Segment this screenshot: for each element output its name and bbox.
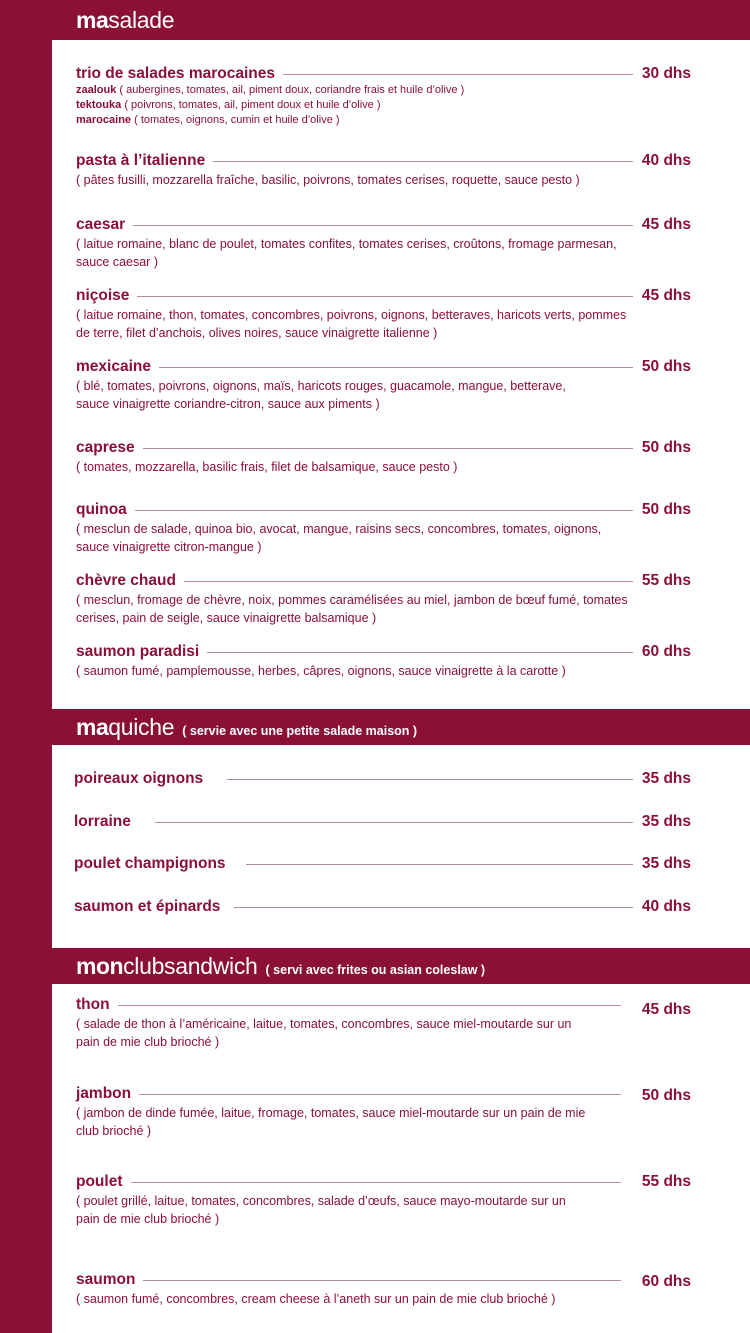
- section-header-quiche: [52, 709, 750, 745]
- menu-item: [76, 358, 691, 413]
- item-name: trio de salades marocaines: [76, 65, 276, 82]
- item-name: saumon et épinards: [74, 898, 221, 915]
- menu-item: [76, 65, 691, 128]
- menu-item: [74, 770, 691, 788]
- item-price: 30 dhs: [641, 65, 691, 82]
- item-price: 35 dhs: [641, 813, 691, 830]
- section-title-rest: salade: [108, 7, 175, 33]
- item-description: ( mesclun, fromage de chèvre, noix, pommes caramélisées au miel, jambon de bœuf fumé, tomates cerises, pain de seigle, sauce vinaigrette balsamique ): [76, 593, 628, 625]
- item-name: quinoa: [76, 501, 127, 518]
- item-name: lorraine: [74, 813, 131, 830]
- menu-item: [76, 572, 691, 627]
- leader-line: [137, 296, 633, 297]
- section-title-rest: clubsandwich: [123, 953, 258, 979]
- item-name: caprese: [76, 439, 135, 456]
- item-price: 45 dhs: [641, 1001, 691, 1018]
- item-description: ( laitue romaine, blanc de poulet, tomates confites, tomates cerises, croûtons, fromage parmesan, sauce caesar ): [76, 237, 617, 269]
- leader-line: [143, 448, 633, 449]
- section-header-club: [52, 948, 750, 984]
- menu-item: [76, 643, 691, 680]
- item-price: 35 dhs: [641, 855, 691, 872]
- item-price: 50 dhs: [641, 1087, 691, 1104]
- item-price: 60 dhs: [641, 1273, 691, 1290]
- sub-item-name: tektouka: [76, 99, 122, 111]
- item-description: ( blé, tomates, poivrons, oignons, maïs, haricots rouges, guacamole, mangue, betterave, sauce vinaigrette coriandre-citron, sauce aux piments ): [76, 379, 566, 411]
- leader-line: [213, 161, 633, 162]
- item-price: 55 dhs: [641, 1173, 691, 1190]
- item-description: ( tomates, mozzarella, basilic frais, filet de balsamique, sauce pesto ): [76, 460, 458, 474]
- item-description: ( mesclun de salade, quinoa bio, avocat, mangue, raisins secs, concombres, tomates, oignons, sauce vinaigrette citron-mangue ): [76, 522, 602, 554]
- item-name: niçoise: [76, 287, 130, 304]
- item-name: mexicaine: [76, 358, 151, 375]
- leader-line: [155, 822, 633, 823]
- menu-item: [76, 1085, 691, 1140]
- item-price: 50 dhs: [641, 358, 691, 375]
- leader-line: [246, 864, 633, 865]
- leader-line: [184, 581, 633, 582]
- item-name: saumon paradisi: [76, 643, 200, 660]
- menu-item: [76, 216, 691, 271]
- section-header-salade: [52, 4, 750, 40]
- menu-item: [76, 996, 691, 1051]
- item-description: ( salade de thon à l’américaine, laitue, tomates, concombres, sauce miel-moutarde sur un pain de mie club brioché ): [76, 1017, 572, 1049]
- menu-item: [76, 1173, 691, 1228]
- item-name: jambon: [76, 1085, 132, 1102]
- item-price: 50 dhs: [641, 439, 691, 456]
- sub-item-name: zaalouk: [76, 84, 117, 96]
- leader-line: [143, 1280, 621, 1281]
- item-name: caesar: [76, 216, 126, 233]
- item-price: 50 dhs: [641, 501, 691, 518]
- leader-line: [159, 367, 633, 368]
- menu-item: [74, 813, 691, 831]
- menu-item: [74, 898, 691, 916]
- item-price: 40 dhs: [641, 152, 691, 169]
- leader-line: [139, 1094, 621, 1095]
- item-name: saumon: [76, 1271, 136, 1288]
- item-description: ( saumon fumé, concombres, cream cheese à l’aneth sur un pain de mie club brioché ): [76, 1292, 556, 1306]
- item-description: ( laitue romaine, thon, tomates, concombres, poivrons, oignons, betteraves, haricots verts, pommes de terre, filet d’anchois, olives noires, sauce vinaigrette italienne ): [76, 308, 627, 340]
- item-name: poulet: [76, 1173, 123, 1190]
- sub-item-name: marocaine: [76, 114, 132, 126]
- item-name: thon: [76, 996, 110, 1013]
- item-price: 55 dhs: [641, 572, 691, 589]
- sub-item: [76, 98, 691, 113]
- menu-item: [76, 439, 691, 476]
- section-note: ( servi avec frites ou asian coleslaw ): [265, 963, 486, 977]
- sub-item: [76, 113, 691, 128]
- leader-line: [118, 1005, 621, 1006]
- section-title-rest: quiche: [108, 714, 175, 740]
- item-description: ( jambon de dinde fumée, laitue, fromage, tomates, sauce miel-moutarde sur un pain de mie club brioché ): [76, 1106, 586, 1138]
- item-name: pasta à l’italienne: [76, 152, 206, 169]
- leader-line: [207, 652, 633, 653]
- leader-line: [135, 510, 633, 511]
- item-price: 45 dhs: [641, 287, 691, 304]
- menu-item: [76, 1271, 691, 1308]
- leader-line: [227, 779, 633, 780]
- section-note: ( servie avec une petite salade maison ): [182, 724, 418, 738]
- leader-line: [133, 225, 633, 226]
- item-description: ( poulet grillé, laitue, tomates, concombres, salade d’œufs, sauce mayo-moutarde sur un pain de mie club brioché ): [76, 1194, 566, 1226]
- section-title-bold: mon: [76, 953, 124, 979]
- item-price: 45 dhs: [641, 216, 691, 233]
- sub-item-desc: ( aubergines, tomates, ail, piment doux, coriandre frais et huile d’olive ): [119, 84, 465, 96]
- leader-line: [234, 907, 633, 908]
- menu-item: [74, 855, 691, 873]
- leader-line: [131, 1182, 622, 1183]
- sub-item-desc: ( poivrons, tomates, ail, piment doux et huile d’olive ): [124, 99, 381, 111]
- leader-line: [283, 74, 633, 75]
- item-name: poulet champignons: [74, 855, 226, 872]
- menu-item: [76, 287, 691, 342]
- sub-item-desc: ( tomates, oignons, cumin et huile d’olive ): [134, 114, 340, 126]
- item-price: 60 dhs: [641, 643, 691, 660]
- menu-item: [76, 152, 691, 189]
- item-price: 35 dhs: [641, 770, 691, 787]
- item-price: 40 dhs: [641, 898, 691, 915]
- item-name: poireaux oignons: [74, 770, 204, 787]
- section-title-bold: ma: [76, 7, 109, 33]
- item-name: chèvre chaud: [76, 572, 176, 589]
- item-description: ( pâtes fusilli, mozzarella fraîche, basilic, poivrons, tomates cerises, roquette, sauce pesto ): [76, 173, 580, 187]
- sub-item: [76, 83, 691, 98]
- menu-item: [76, 501, 691, 556]
- item-description: ( saumon fumé, pamplemousse, herbes, câpres, oignons, sauce vinaigrette à la carotte ): [76, 664, 566, 678]
- section-title-bold: ma: [76, 714, 109, 740]
